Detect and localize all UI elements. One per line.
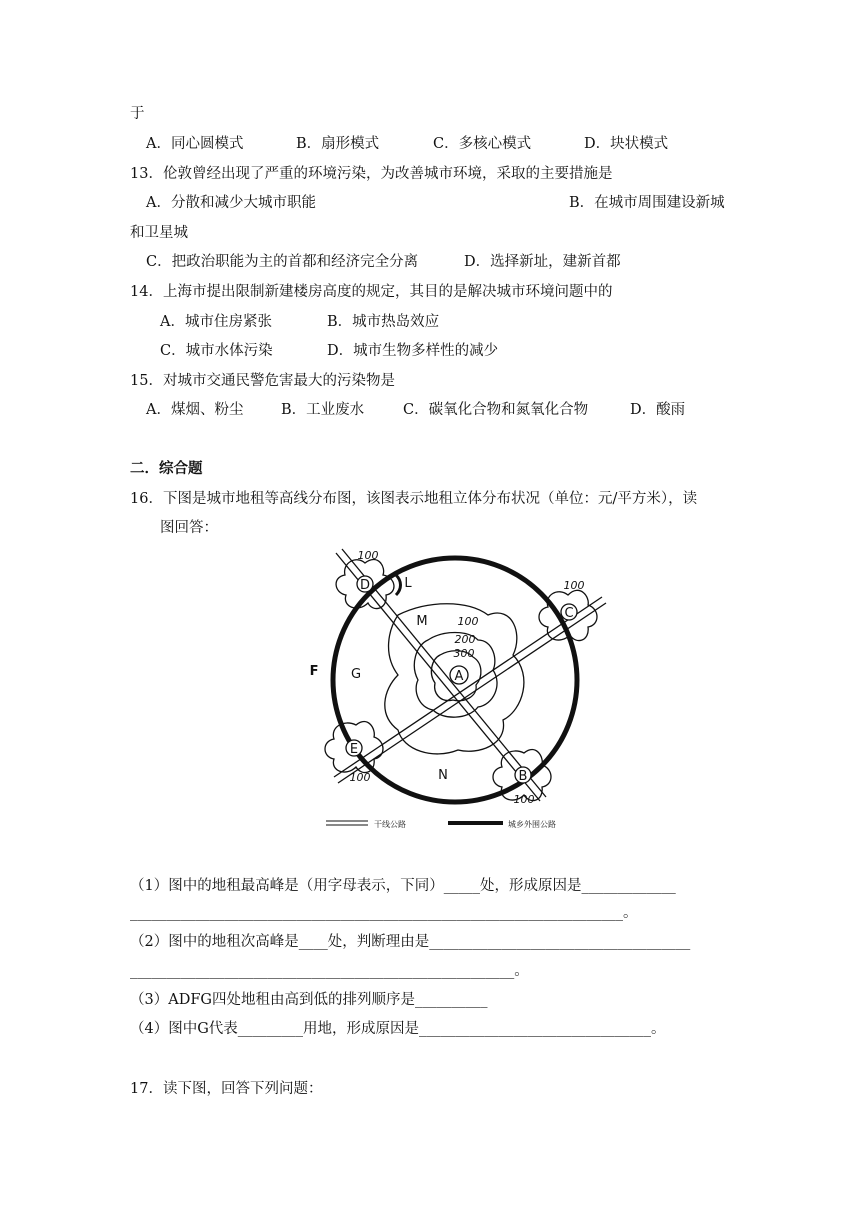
legend-ring-road: 城乡外围公路 [508, 820, 556, 829]
legend [326, 819, 556, 829]
q13-stem: 13．伦敦曾经出现了严重的环境污染，为改善城市环境，采取的主要措施是 [130, 166, 613, 182]
section-title: 二．综合题 [130, 460, 203, 477]
q13-option-d: D．选择新址，建新首都 [464, 254, 621, 270]
q15-option-d: D．酸雨 [630, 402, 686, 418]
label-e: E [349, 742, 359, 757]
q16-sub2-line2: _____________________________________________________。 [130, 963, 529, 979]
q14-stem: 14．上海市提出限制新建楼房高度的规定，其目的是解决城市环境问题中的 [130, 284, 613, 300]
contour-label-100: 100 [457, 615, 479, 628]
label-l: L [404, 576, 412, 591]
q12-option-a: A．同心圆模式 [146, 136, 244, 152]
contour-label-300: 300 [453, 647, 475, 660]
contour-label-200: 200 [454, 633, 476, 646]
label-b: B [518, 769, 528, 784]
label-d: D [359, 578, 371, 593]
q16-stem-line1: 16．下图是城市地租等高线分布图，该图表示地租立体分布状况（单位：元/平方米），读 [130, 491, 698, 507]
q13-option-a: A．分散和减少大城市职能 [146, 195, 316, 211]
label-a: A [454, 669, 464, 684]
q15-option-b: B．工业废水 [281, 402, 365, 418]
label-f: F [309, 664, 319, 679]
corner-label-b: 100 [513, 793, 535, 806]
q13-option-b-wrap: 和卫星城 [130, 225, 188, 241]
q12-option-d: D．块状模式 [584, 136, 669, 152]
q15-option-c: C．碳氧化合物和氮氧化合物 [403, 402, 589, 418]
q12-option-c: C．多核心模式 [433, 136, 532, 152]
q14-option-c: C．城市水体污染 [160, 343, 273, 359]
label-g: G [350, 667, 362, 682]
q15-option-a: A．煤烟、粉尘 [146, 402, 244, 418]
label-n: N [438, 768, 448, 783]
q16-sub3: （3）ADFG四处地租由高到低的排列顺序是__________ [130, 992, 488, 1008]
q12-option-b: B．扇形模式 [296, 136, 380, 152]
corner-label-c: 100 [563, 579, 585, 592]
q14-option-b: B．城市热岛效应 [327, 314, 440, 330]
q13-option-c: C．把政治职能为主的首都和经济完全分离 [146, 254, 419, 270]
l-marker [396, 575, 401, 595]
q13-option-b: B．在城市周围建设新城 [569, 195, 725, 211]
corner-label-d: 100 [357, 549, 379, 562]
q15-stem: 15．对城市交通民警危害最大的污染物是 [130, 373, 395, 389]
q14-option-d: D．城市生物多样性的减少 [327, 343, 499, 359]
q16-sub4: （4）图中G代表_________用地，形成原因是________________________________。 [130, 1021, 666, 1037]
label-m: M [416, 614, 428, 629]
q12-stem-tail: 于 [130, 106, 145, 122]
q16-sub1-line2: ____________________________________________________________________。 [130, 905, 638, 921]
legend-main-road: 干线公路 [374, 820, 406, 829]
label-c: C [564, 606, 574, 621]
q16-stem-line2: 图回答： [160, 520, 218, 536]
q17-stem: 17．读下图，回答下列问题： [130, 1081, 323, 1097]
q16-sub1-line1: （1）图中的地租最高峰是（用字母表示，下同）_____处，形成原因是_____________ [130, 878, 676, 894]
q14-option-a: A．城市住房紧张 [160, 314, 272, 330]
rent-contour-map [309, 545, 618, 830]
q16-sub2-line1: （2）图中的地租次高峰是____处，判断理由是____________________________________ [130, 934, 691, 950]
corner-label-e: 100 [349, 771, 371, 784]
